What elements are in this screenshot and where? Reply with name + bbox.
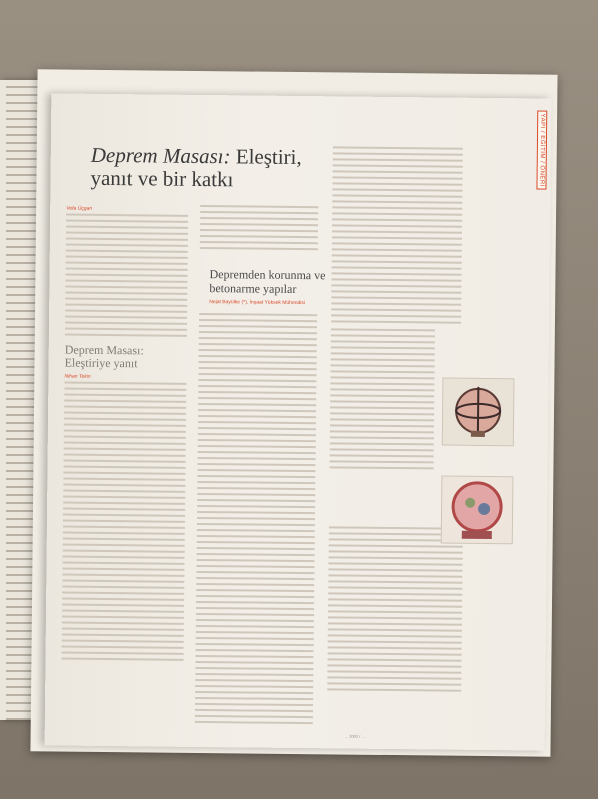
sphere-illustration-1 xyxy=(442,378,515,447)
middle-article-title: Depremden korunma ve betonarme yapılar xyxy=(209,267,326,296)
right-column xyxy=(331,146,463,327)
right-column-bottom xyxy=(327,526,463,695)
magazine-page xyxy=(45,93,552,750)
middle-article-byline: Nejat Bayülke (*), İnşaat Yüksek Mühendisi xyxy=(209,299,306,307)
headline-rest: Eleştiri, yanıt ve bir katkı xyxy=(90,144,302,192)
sphere-illustration-2 xyxy=(441,476,514,545)
section-side-label: YAPI / EĞİTİM / ÖNERİ xyxy=(536,110,547,190)
page-headline xyxy=(90,144,320,192)
page-footer: ... 1001 / ... xyxy=(344,733,365,739)
left-column xyxy=(61,204,188,665)
right-column-narrow xyxy=(329,328,435,473)
middle-column-top xyxy=(200,205,318,254)
left-author: Vefa Üçgan xyxy=(66,205,93,212)
left-subheadline: Deprem Masası: Eleştiriye yanıt xyxy=(64,342,144,371)
left-body-text-2 xyxy=(61,382,186,661)
left-body-text xyxy=(65,214,188,337)
headline-main: Deprem Masası: xyxy=(90,142,231,169)
middle-column-body xyxy=(195,313,317,728)
left-subhead-author: Nihan Tekin xyxy=(64,373,91,380)
